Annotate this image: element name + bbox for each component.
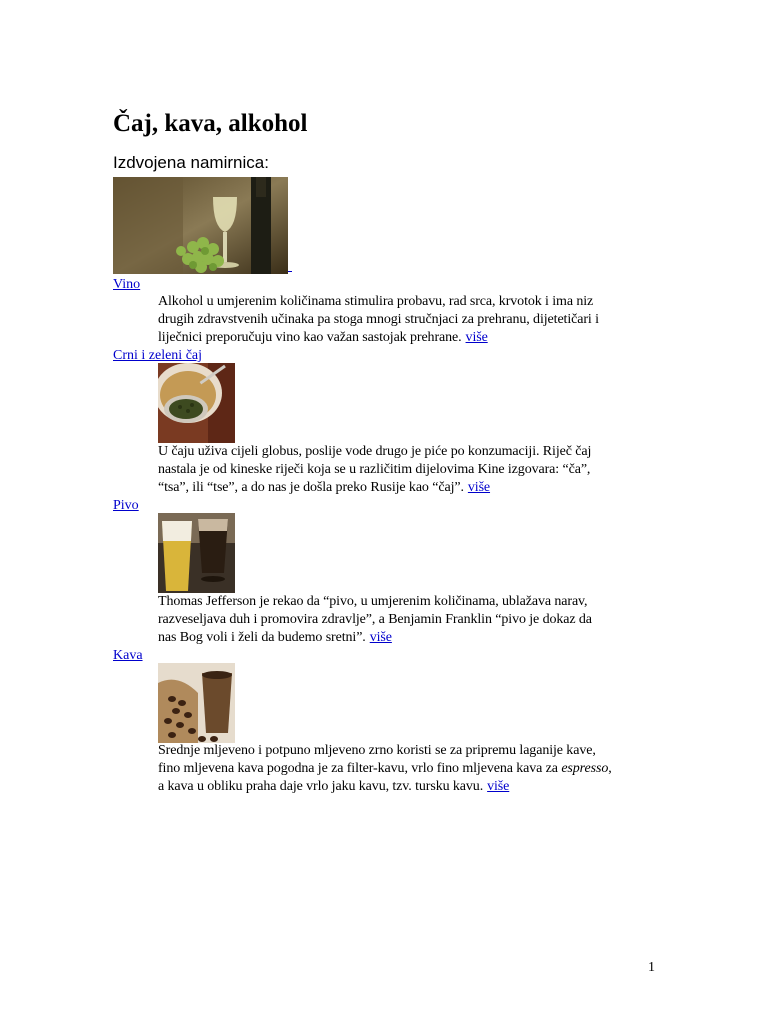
- tea-photo[interactable]: [158, 363, 235, 443]
- more-link[interactable]: više: [369, 630, 392, 645]
- text-line: [158, 329, 658, 347]
- text-line: U čaju uživa cijeli globus, poslije vode drugo je piće po konzumaciji. Riječ čaj: [158, 444, 592, 459]
- item-description: [158, 443, 658, 497]
- text-line-content: a kava u obliku praha daje vrlo jaku kavu, tzv. tursku kavu.: [158, 779, 484, 794]
- text-line: [158, 629, 658, 647]
- text-line: [158, 760, 658, 778]
- text-line: [158, 479, 658, 497]
- text-line-content: “tsa”, ili “tse”, a do nas je došla preko Rusije kao “čaj”.: [158, 480, 464, 495]
- beer-photo[interactable]: [158, 513, 235, 593]
- text-line-content: fino mljevena kava pogodna je za filter-kavu, vrlo fino mljevena kava za: [158, 761, 562, 776]
- page-title: Čaj, kava, alkohol: [113, 110, 308, 137]
- image-link-underline[interactable]: [288, 271, 292, 272]
- item-title-link[interactable]: Kava: [113, 648, 143, 663]
- text-line: Thomas Jefferson je rekao da “pivo, u umjerenim količinama, ublažava narav,: [158, 594, 588, 609]
- item-description: [158, 593, 658, 647]
- more-link[interactable]: više: [465, 330, 488, 345]
- item-description: [158, 293, 658, 347]
- text-line: drugih zdravstvenih učinaka pa stoga mnogi stručnjaci za prehranu, dijetetičari i: [158, 312, 599, 327]
- text-line: Alkohol u umjerenim količinama stimulira probavu, rad srca, krvotok i ima niz: [158, 294, 594, 309]
- text-line-content: nas Bog voli i želi da budemo sretni”.: [158, 630, 366, 645]
- text-line: nastala je od kineske riječi koja se u različitim dijelovima Kine izgovara: “ča”,: [158, 462, 591, 477]
- text-line: [158, 778, 658, 796]
- text-line-content: liječnici preporučuju vino kao važan sastojak prehrane.: [158, 330, 462, 345]
- more-link[interactable]: više: [487, 779, 510, 794]
- coffee-photo[interactable]: [158, 663, 235, 743]
- item-title-link[interactable]: Pivo: [113, 498, 139, 513]
- section-subtitle: Izdvojena namirnica:: [113, 153, 269, 172]
- item-title-link[interactable]: Vino: [113, 277, 141, 292]
- item-description: [158, 742, 658, 796]
- wine-photo[interactable]: [113, 177, 288, 274]
- text-line: Srednje mljeveno i potpuno mljeveno zrno koristi se za pripremu laganije kave,: [158, 743, 596, 758]
- item-title-link[interactable]: Crni i zeleni čaj: [113, 348, 203, 363]
- italic-term: espresso: [561, 761, 609, 776]
- text-line-content: ,: [608, 761, 612, 776]
- page-number: 1: [648, 960, 655, 975]
- text-line: razveseljava duh i promovira zdravlje”, a Benjamin Franklin “pivo je dokaz da: [158, 612, 592, 627]
- more-link[interactable]: više: [467, 480, 491, 495]
